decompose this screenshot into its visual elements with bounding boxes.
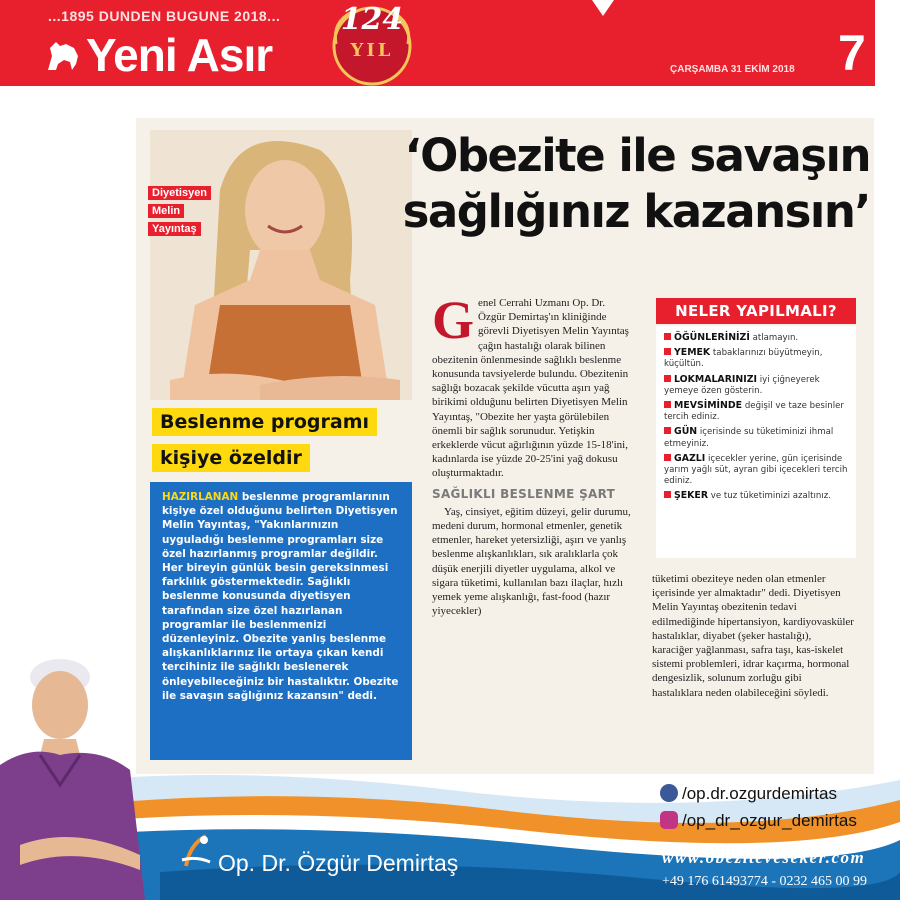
headline-line: ‘Obezite ile savaşın: [404, 129, 870, 182]
brand-logo-icon: [180, 830, 214, 870]
brand-name: Op. Dr. Özgür Demirtaş: [218, 850, 459, 876]
tip-item: ÖĞÜNLERİNİZİ atlamayın.: [664, 332, 848, 344]
bullet-square-icon: [664, 427, 671, 434]
article-column: tüketimi obeziteye neden olan etmenler içerisinde yer almaktadır" dedi. Diyetisyen Melin Yayıntaş obezitenin tedavi edilmediğinde hipertansiyon, kardiyovasküler hastalıklar, diyabet (şeker hastalığı), karaciğer yağlanması, safra taşı, kas-iskelet sistemi problemleri, idrar kaçırma, hormonal dengesizlik, solunum zorluğu gibi hastalıklara neden olabileceğini söyledi.: [652, 573, 854, 699]
masthead-tagline: ...1895 DUNDEN BUGUNE 2018...: [48, 8, 281, 24]
subtitle-line: Beslenme programı: [152, 408, 377, 436]
article-column: [432, 290, 634, 618]
tip-item: MEVSİMİNDE değişil ve taze besinler tercih ediniz.: [664, 400, 844, 423]
photo-caption: [148, 186, 211, 236]
tip-item: ŞEKER ve tuz tüketiminizi azaltınız.: [664, 490, 848, 502]
headline-line: sağlığınız kazansın’: [402, 185, 870, 238]
masthead-notch: [592, 0, 614, 16]
doctor-photo: [0, 655, 150, 900]
website-link[interactable]: www.obeziteveseker.com: [662, 848, 866, 867]
tip-item: YEMEK tabaklarınızı büyütmeyin, küçültün.: [664, 347, 823, 370]
bullet-square-icon: [664, 491, 671, 498]
horse-logo-icon: [44, 34, 84, 74]
subtitle-line: kişiye özeldir: [152, 444, 310, 472]
instagram-handle[interactable]: /op_dr_ozgur_demirtas: [660, 811, 857, 831]
caption-line: Melin: [148, 204, 184, 218]
bullet-square-icon: [664, 375, 671, 382]
headline: [360, 128, 870, 240]
issue-date: ÇARŞAMBA 31 EKİM 2018: [670, 64, 795, 75]
anniversary-word: YIL: [350, 40, 394, 61]
section-subhead: SAĞLIKLI BESLENME ŞART: [432, 486, 616, 501]
facebook-icon: [660, 784, 678, 802]
sidebox-text: beslenme programlarının kişiye özel olduğunu belirten Diyetisyen Melin Yayıntaş, "Yakınlarınızın uyguladığı beslenme programları size özel hazırlanmış programlar değildir. Her bireyin günlük besin gereksinmesi farklılık göstermektedir. Sağlıklı beslenme konusunda diyetisyen tarafından size özel hazırlanan programlar ile beslenmenizi düzenleyiniz. Obezite yanlış beslenme alışkanlıklarınız ile ortaya çıkan kendi tercihiniz ile sağlıklı beslenerek önleyebileceğiniz bir hastalıktır. Obezite ile savaşın sağlığınız kazansın" dedi.: [162, 491, 399, 702]
caption-line: Diyetisyen: [148, 186, 211, 200]
tips-box: [656, 326, 856, 558]
instagram-icon: [660, 811, 678, 829]
quote-sidebox: [150, 482, 412, 760]
anniversary-number: 124: [340, 2, 404, 37]
article-intro: enel Cerrahi Uzmanı Op. Dr. Özgür Demirtaş'ın kliniğinde görevli Diyetisyen Melin Yayıntaş çağın hastalığı olarak bilinen obezitenin önlenmesinde sağlıklı beslenme konusunda tavsiyelerde bulundu. Obezitenin sağlığı bozacak şekilde vücutta aşırı yağ birikimi olduğunu belirten Diyetisyen Melin Yayıntaş, "Obezite her yaşta görülebilen önemli bir sağlık sorunudur. Yetişkin erkeklerde vücut ağırlığının yüzde 15-18'ini, kadınlarda ise yüzde 20-25'ini yağ dokusu oluşturmaktadır.: [432, 297, 629, 480]
sidebox-lead: HAZIRLANAN: [162, 491, 239, 503]
tips-title: NELER YAPILMALI?: [656, 298, 856, 324]
drop-cap: G: [432, 290, 475, 350]
bullet-square-icon: [664, 333, 671, 340]
newspaper-name: Yeni Asır: [86, 29, 273, 81]
bullet-square-icon: [664, 348, 671, 355]
bullet-square-icon: [664, 401, 671, 408]
caption-line: Yayıntaş: [148, 222, 201, 236]
tip-item: GAZLI içecekler yerine, gün içerisinde yarım yağlı süt, ayran gibi içecekleri tercih ediniz.: [664, 452, 848, 487]
phone-numbers: +49 176 61493774 - 0232 465 00 99: [662, 874, 868, 889]
facebook-handle[interactable]: /op.dr.ozgurdemirtas: [660, 784, 837, 804]
article-paragraph: Yaş, cinsiyet, eğitim düzeyi, gelir durumu, medeni durum, hormonal etmenler, genetik etmenler, hareket yetersizliği, aşırı ve yanlış beslenme alışkanlıkları, sık aralıklarla çok düşük enerjili diyetler uygulama, alkol ve sigara tüketimi, kullanılan bazı ilaçlar, hızlı yemek yeme alışkanlığı, fast-food (hazır yiyecekler): [432, 505, 631, 618]
tip-item: LOKMALARINIZI iyi çiğneyerek yemeye özen gösterin.: [664, 373, 820, 396]
tip-item: GÜN içerisinde su tüketiminizi ihmal etmeyiniz.: [664, 426, 834, 449]
page-number: 7: [838, 25, 866, 81]
bullet-square-icon: [664, 454, 671, 461]
